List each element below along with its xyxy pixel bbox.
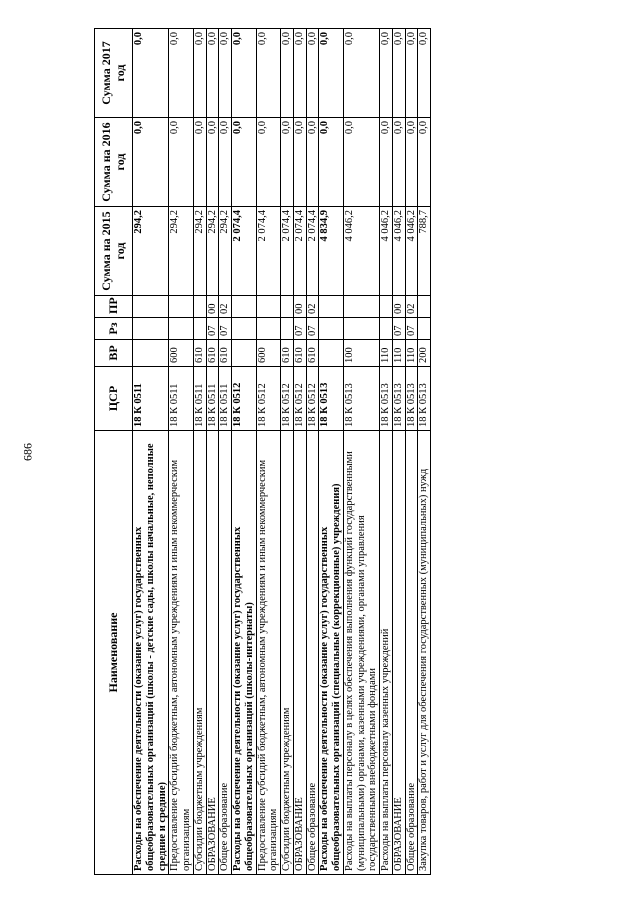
- cell-csr: 18 К 0512: [306, 367, 319, 431]
- cell-vr: 610: [206, 340, 219, 367]
- table-row: [206, 29, 219, 875]
- cell-sum-2016: 0,0: [293, 118, 306, 207]
- cell-sum-2017: 0,0: [193, 29, 206, 118]
- cell-sum-2017: 0,0: [232, 29, 257, 118]
- cell-sum-2017: 0,0: [392, 29, 405, 118]
- cell-name: Закупка товаров, работ и услуг для обеспечения государственных (муниципальных) нужд: [418, 431, 431, 875]
- cell-rz: 07: [219, 318, 232, 340]
- cell-sum-2016: 0,0: [405, 118, 418, 207]
- cell-csr: 18 К 0511: [169, 367, 194, 431]
- cell-pr: [380, 296, 393, 318]
- cell-sum-2015: 294,2: [193, 207, 206, 296]
- cell-vr: 600: [256, 340, 281, 367]
- table-row: [169, 29, 194, 875]
- cell-rz: [193, 318, 206, 340]
- cell-csr: 18 К 0513: [392, 367, 405, 431]
- header-csr: ЦСР: [95, 367, 133, 431]
- table-row: [193, 29, 206, 875]
- cell-vr: [232, 340, 257, 367]
- table-row: [343, 29, 379, 875]
- cell-vr: 200: [418, 340, 431, 367]
- cell-sum-2015: 4 046,2: [392, 207, 405, 296]
- table-row: [380, 29, 393, 875]
- table-row: [219, 29, 232, 875]
- cell-rz: 07: [293, 318, 306, 340]
- table-row: [232, 29, 257, 875]
- cell-name: ОБРАЗОВАНИЕ: [293, 431, 306, 875]
- budget-table: [94, 28, 431, 875]
- cell-sum-2016: 0,0: [232, 118, 257, 207]
- cell-vr: 610: [281, 340, 294, 367]
- cell-rz: [281, 318, 294, 340]
- table-row: [256, 29, 281, 875]
- cell-sum-2015: 4 046,2: [405, 207, 418, 296]
- table-row: [418, 29, 431, 875]
- cell-name: Общее образование: [405, 431, 418, 875]
- cell-rz: [380, 318, 393, 340]
- cell-pr: [281, 296, 294, 318]
- cell-sum-2015: 788,7: [418, 207, 431, 296]
- cell-pr: 02: [306, 296, 319, 318]
- cell-sum-2016: 0,0: [418, 118, 431, 207]
- cell-sum-2015: 2 074,4: [281, 207, 294, 296]
- cell-sum-2017: 0,0: [281, 29, 294, 118]
- cell-sum-2017: 0,0: [319, 29, 344, 118]
- cell-sum-2015: 4 046,2: [343, 207, 379, 296]
- cell-vr: [133, 340, 169, 367]
- cell-vr: 600: [169, 340, 194, 367]
- cell-pr: 00: [392, 296, 405, 318]
- cell-sum-2017: 0,0: [169, 29, 194, 118]
- cell-name: ОБРАЗОВАНИЕ: [206, 431, 219, 875]
- cell-sum-2017: 0,0: [219, 29, 232, 118]
- table-row: [319, 29, 344, 875]
- table-row: [392, 29, 405, 875]
- cell-sum-2016: 0,0: [193, 118, 206, 207]
- cell-sum-2017: 0,0: [206, 29, 219, 118]
- cell-pr: 02: [219, 296, 232, 318]
- header-pr: ПР: [95, 296, 133, 318]
- cell-rz: 07: [392, 318, 405, 340]
- cell-sum-2017: 0,0: [256, 29, 281, 118]
- page-number: 686: [20, 443, 35, 461]
- cell-sum-2016: 0,0: [343, 118, 379, 207]
- cell-csr: 18 К 0511: [193, 367, 206, 431]
- cell-name: Предоставление субсидий бюджетным, автономным учреждениям и иным некоммерческим организациям: [256, 431, 281, 875]
- cell-sum-2017: 0,0: [380, 29, 393, 118]
- cell-name: Субсидии бюджетным учреждениям: [281, 431, 294, 875]
- cell-vr: 610: [193, 340, 206, 367]
- cell-name: Расходы на обеспечение деятельности (оказание услуг) государственных общеобразовательных организаций (школы-интернаты): [232, 431, 257, 875]
- cell-pr: [193, 296, 206, 318]
- table-row: [293, 29, 306, 875]
- table-row: [133, 29, 169, 875]
- cell-pr: [319, 296, 344, 318]
- cell-rz: [169, 318, 194, 340]
- rotated-table-container: [94, 29, 586, 875]
- cell-csr: 18 К 0513: [319, 367, 344, 431]
- cell-pr: [256, 296, 281, 318]
- table-row: [405, 29, 418, 875]
- cell-sum-2016: 0,0: [281, 118, 294, 207]
- cell-rz: [256, 318, 281, 340]
- cell-rz: 07: [405, 318, 418, 340]
- cell-vr: 610: [293, 340, 306, 367]
- header-sum-2016: Сумма на 2016 год: [95, 118, 133, 207]
- cell-pr: [133, 296, 169, 318]
- cell-sum-2016: 0,0: [380, 118, 393, 207]
- cell-sum-2015: 2 074,4: [256, 207, 281, 296]
- cell-csr: 18 К 0512: [256, 367, 281, 431]
- cell-pr: [418, 296, 431, 318]
- cell-csr: 18 К 0511: [206, 367, 219, 431]
- cell-name: Субсидии бюджетным учреждениям: [193, 431, 206, 875]
- cell-sum-2015: 294,2: [206, 207, 219, 296]
- cell-sum-2016: 0,0: [306, 118, 319, 207]
- cell-rz: [319, 318, 344, 340]
- table-header-row: [95, 29, 133, 875]
- cell-sum-2017: 0,0: [343, 29, 379, 118]
- cell-sum-2015: 294,2: [133, 207, 169, 296]
- cell-pr: [343, 296, 379, 318]
- cell-sum-2017: 0,0: [306, 29, 319, 118]
- cell-sum-2016: 0,0: [169, 118, 194, 207]
- table-body: [133, 29, 431, 875]
- cell-vr: 100: [343, 340, 379, 367]
- cell-sum-2017: 0,0: [418, 29, 431, 118]
- cell-pr: 00: [293, 296, 306, 318]
- cell-vr: 110: [380, 340, 393, 367]
- cell-csr: 18 К 0511: [133, 367, 169, 431]
- cell-csr: 18 К 0513: [343, 367, 379, 431]
- cell-csr: 18 К 0513: [418, 367, 431, 431]
- cell-sum-2016: 0,0: [133, 118, 169, 207]
- cell-sum-2017: 0,0: [293, 29, 306, 118]
- cell-rz: 07: [206, 318, 219, 340]
- table-row: [306, 29, 319, 875]
- cell-rz: [133, 318, 169, 340]
- cell-sum-2015: 294,2: [169, 207, 194, 296]
- cell-csr: 18 К 0512: [281, 367, 294, 431]
- cell-csr: 18 К 0511: [219, 367, 232, 431]
- cell-name: Расходы на выплаты персоналу казенных учреждений: [380, 431, 393, 875]
- header-name: Наименование: [95, 431, 133, 875]
- cell-vr: 610: [306, 340, 319, 367]
- cell-pr: 02: [405, 296, 418, 318]
- cell-rz: [232, 318, 257, 340]
- cell-csr: 18 К 0512: [232, 367, 257, 431]
- cell-pr: [169, 296, 194, 318]
- cell-name: Предоставление субсидий бюджетным, автономным учреждениям и иным некоммерческим организациям: [169, 431, 194, 875]
- cell-pr: [232, 296, 257, 318]
- cell-csr: 18 К 0513: [405, 367, 418, 431]
- cell-sum-2015: 2 074,4: [293, 207, 306, 296]
- cell-sum-2015: 294,2: [219, 207, 232, 296]
- cell-rz: [418, 318, 431, 340]
- header-rz: Рз: [95, 318, 133, 340]
- cell-vr: 110: [405, 340, 418, 367]
- cell-vr: 110: [392, 340, 405, 367]
- header-vr: ВР: [95, 340, 133, 367]
- cell-vr: 610: [219, 340, 232, 367]
- cell-sum-2015: 2 074,4: [306, 207, 319, 296]
- cell-name: Расходы на обеспечение деятельности (оказание услуг) государственных общеобразовательных организаций (специальные (коррекционные) учреждения): [319, 431, 344, 875]
- cell-sum-2016: 0,0: [319, 118, 344, 207]
- cell-sum-2016: 0,0: [219, 118, 232, 207]
- cell-sum-2015: 4 046,2: [380, 207, 393, 296]
- cell-sum-2016: 0,0: [206, 118, 219, 207]
- cell-pr: 00: [206, 296, 219, 318]
- cell-rz: 07: [306, 318, 319, 340]
- cell-sum-2015: 4 834,9: [319, 207, 344, 296]
- cell-rz: [343, 318, 379, 340]
- cell-name: Общее образование: [306, 431, 319, 875]
- cell-csr: 18 К 0513: [380, 367, 393, 431]
- header-sum-2015: Сумма на 2015 год: [95, 207, 133, 296]
- cell-sum-2016: 0,0: [392, 118, 405, 207]
- cell-sum-2016: 0,0: [256, 118, 281, 207]
- cell-name: Расходы на выплаты персоналу в целях обеспечения выполнения функций государственными (муниципальными) органами, казенными учреждениями, органами управления государственными внебюджетными фондами: [343, 431, 379, 875]
- table-row: [281, 29, 294, 875]
- cell-csr: 18 К 0512: [293, 367, 306, 431]
- header-sum-2017: Сумма 2017 год: [95, 29, 133, 118]
- cell-sum-2015: 2 074,4: [232, 207, 257, 296]
- cell-sum-2017: 0,0: [133, 29, 169, 118]
- cell-name: Общее образование: [219, 431, 232, 875]
- cell-sum-2017: 0,0: [405, 29, 418, 118]
- cell-vr: [319, 340, 344, 367]
- cell-name: ОБРАЗОВАНИЕ: [392, 431, 405, 875]
- cell-name: Расходы на обеспечение деятельности (оказание услуг) государственных общеобразовательных организаций (школы - детские сады, школы начальные, неполные средние и средние): [133, 431, 169, 875]
